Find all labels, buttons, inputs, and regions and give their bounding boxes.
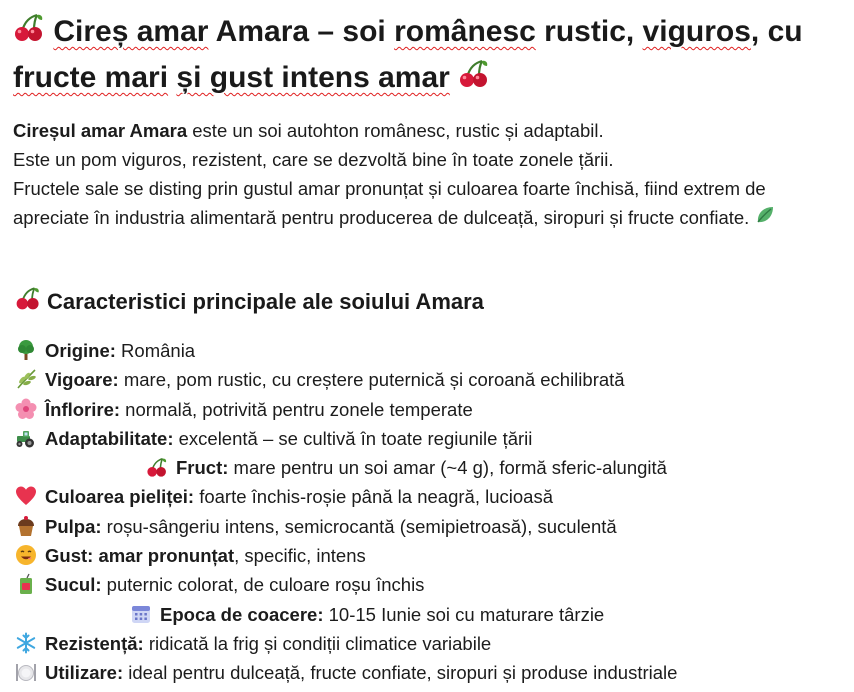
- item-label: Pulpa:: [45, 515, 102, 537]
- item-text: 10-15 Iunie soi cu maturare târzie: [323, 603, 605, 625]
- item-text: , specific, intens: [234, 545, 366, 567]
- herb-icon: [15, 368, 37, 390]
- item-label: Utilizare:: [45, 662, 124, 684]
- tree-icon: [15, 339, 37, 361]
- list-item: [15, 541, 845, 570]
- plate-cutlery-icon: [15, 661, 37, 683]
- title-segment: fructe mari: [13, 61, 169, 94]
- snowflake-icon: [15, 632, 37, 654]
- item-label: Rezistență:: [45, 632, 144, 654]
- heart-icon: [15, 485, 37, 507]
- item-label: Culoarea pieliței:: [45, 486, 195, 508]
- list-item: [15, 453, 845, 482]
- tractor-icon: [15, 427, 37, 449]
- item-text: puternic colorat, de culoare roșu închis: [101, 574, 425, 596]
- item-label: Adaptabilitate:: [45, 427, 174, 449]
- title-segment: românesc: [394, 15, 536, 48]
- cherries-icon: [15, 285, 41, 320]
- item-text: mare pentru un soi amar (~4 g), formă sferic-alungită: [228, 457, 667, 479]
- list-item: [15, 365, 845, 394]
- list-item: [15, 512, 845, 541]
- item-label: Epoca de coacere:: [160, 603, 324, 625]
- item-text: România: [115, 340, 196, 361]
- smile-icon: [15, 544, 37, 566]
- title-segment: Cireș amar: [53, 15, 209, 48]
- intro-line1: este un soi autohton românesc, rustic și adaptabil.: [187, 120, 604, 141]
- item-label: Origine:: [45, 340, 116, 361]
- list-item: [15, 600, 845, 629]
- item-text: roșu-sângeriu intens, semicrocantă (semipietroasă), suculentă: [101, 515, 617, 537]
- characteristics-list: [15, 336, 845, 688]
- list-item: [15, 424, 845, 453]
- title-segment: și gust intens amar: [176, 61, 450, 94]
- item-label: Sucul:: [45, 574, 102, 596]
- list-item: [15, 629, 845, 658]
- item-label: Înflorire:: [45, 398, 121, 420]
- section-heading: [15, 285, 484, 320]
- cherries-icon: [146, 456, 168, 478]
- cherries-icon: [458, 57, 490, 102]
- item-label: Gust: amar pronunțat: [45, 545, 235, 567]
- page-title: [13, 10, 843, 102]
- list-item: [15, 658, 845, 687]
- list-item: [15, 336, 845, 365]
- item-text: ideal pentru dulceață, fructe confiate, siropuri și produse industriale: [123, 662, 678, 684]
- intro-paragraph: [13, 116, 843, 234]
- title-segment: rustic,: [535, 15, 643, 48]
- item-text: ridicată la frig și condiții climatice variabile: [143, 632, 492, 654]
- cupcake-icon: [15, 515, 37, 537]
- item-label: Fruct:: [176, 457, 229, 479]
- blossom-icon: [15, 398, 37, 420]
- leaf-icon: [754, 204, 776, 234]
- item-text: excelentă – se cultivă în toate regiunile țării: [173, 427, 533, 449]
- item-text: normală, potrivită pentru zonele temperate: [120, 398, 473, 420]
- calendar-icon: [130, 603, 152, 625]
- item-text: foarte închis-roșie până la neagră, lucioasă: [194, 486, 553, 508]
- juice-box-icon: [15, 573, 37, 595]
- title-segment: Amara – soi: [208, 15, 395, 48]
- intro-line3: Fructele sale se disting prin gustul amar pronunțat și culoarea foarte închisă, fiind extrem de apreciate în industria alimentară pentru producerea de dulceață, siropuri și fructe confiate.: [13, 178, 766, 228]
- list-item: [15, 570, 845, 599]
- item-label: Vigoare:: [45, 369, 119, 391]
- title-segment: , cu: [750, 15, 803, 48]
- list-item: [15, 482, 845, 511]
- section-heading-text: Caracteristici principale ale soiului Amara: [47, 289, 484, 314]
- cherries-icon: [13, 11, 45, 56]
- title-segment: viguros: [642, 15, 751, 48]
- intro-line2: Este un pom viguros, rezistent, care se dezvoltă bine în toate zonele țării.: [13, 149, 614, 170]
- list-item: [15, 395, 845, 424]
- item-text: mare, pom rustic, cu creștere puternică și coroană echilibrată: [118, 369, 625, 391]
- intro-bold: Cireșul amar Amara: [13, 120, 188, 141]
